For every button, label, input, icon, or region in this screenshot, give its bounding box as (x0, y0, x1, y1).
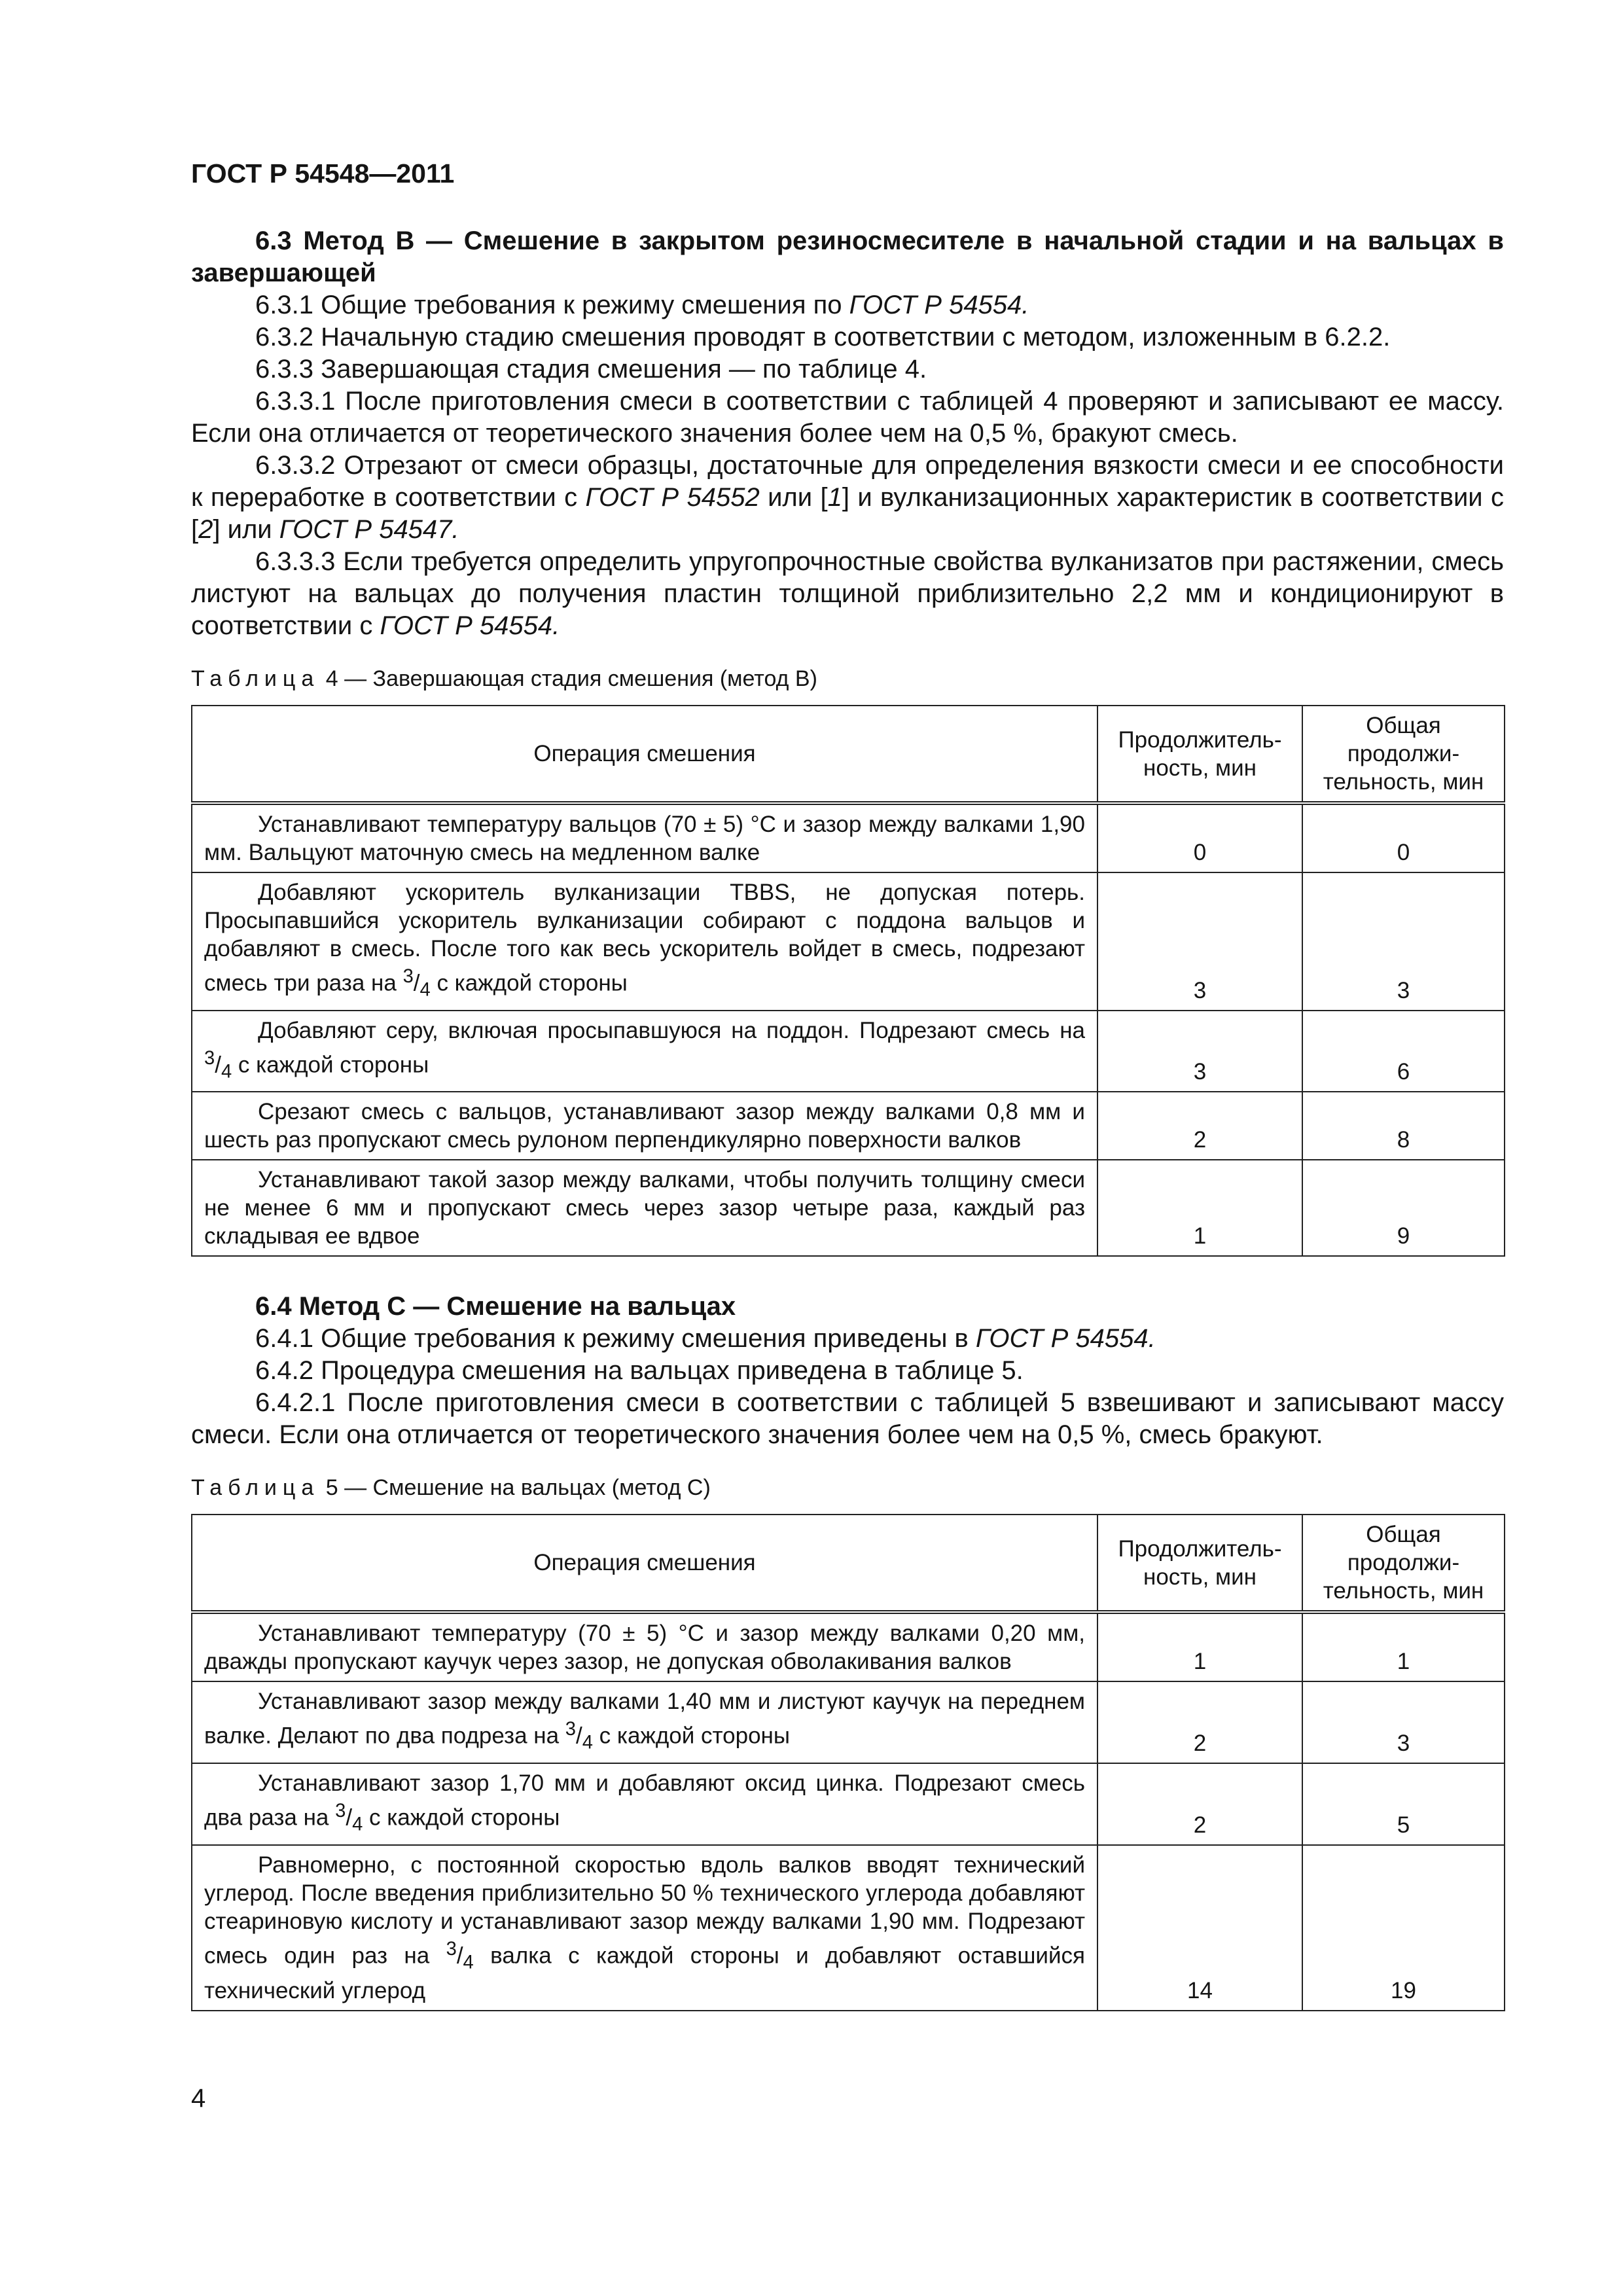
table-row (192, 872, 1505, 1011)
duration-cell: 3 (1097, 1011, 1302, 1092)
total-cell: 19 (1302, 1845, 1505, 2011)
table-row (192, 1763, 1505, 1845)
table-row (192, 1160, 1505, 1256)
duration-cell: 3 (1097, 872, 1302, 1011)
paragraph-6-3-3-3: 6.3.3.3 Если требуется определить упругопрочностные свойства вулканизатов при растяжении, смесь листуют на вальцах до получения пластин толщиной приблизительно 2,2 мм и кондиционируют в соответствии с ГОСТ Р 54554. (191, 547, 1504, 640)
duration-cell: 2 (1097, 1763, 1302, 1845)
table-row (192, 1092, 1505, 1160)
table-row (192, 1845, 1505, 2011)
total-cell: 6 (1302, 1011, 1505, 1092)
bibliography-ref: 2 (198, 515, 213, 544)
duration-cell: 0 (1097, 803, 1302, 872)
header-total-duration: Общая продолжи-тельность, мин (1302, 1515, 1505, 1612)
total-cell: 1 (1302, 1612, 1505, 1681)
duration-cell: 2 (1097, 1681, 1302, 1763)
paragraph-6-3-1: 6.3.1 Общие требования к режиму смешения по ГОСТ Р 54554. (255, 291, 1029, 319)
total-cell: 5 (1302, 1763, 1505, 1845)
paragraph-6-4-2-1: 6.4.2.1 После приготовления смеси в соответствии с таблицей 5 взвешивают и записывают массу смеси. Если она отличается от теоретического значения более чем на 0,5 %, смесь бракуют. (191, 1388, 1504, 1450)
document-code: ГОСТ Р 54548—2011 (191, 158, 455, 188)
standard-ref: ГОСТ Р 54552 (585, 483, 760, 512)
standard-ref: ГОСТ Р 54547. (279, 515, 459, 544)
header-duration: Продолжитель-ность, мин (1097, 1515, 1302, 1612)
table-row (192, 1011, 1505, 1092)
paragraph-6-4-2: 6.4.2 Процедура смешения на вальцах приведена в таблице 5. (255, 1356, 1024, 1386)
operation-cell: Добавляют серу, включая просыпавшуюся на поддон. Подрезают смесь на $^3/_4$ с каждой стороны (192, 1011, 1097, 1092)
total-cell: 8 (1302, 1092, 1505, 1160)
header-operation: Операция смешения (192, 706, 1097, 803)
header-operation: Операция смешения (192, 1515, 1097, 1612)
table-5-caption: Таблица 5 — Смешение на вальцах (метод С) (191, 1475, 711, 1501)
table-5 (191, 1514, 1505, 2011)
total-cell: 9 (1302, 1160, 1505, 1256)
standard-ref: ГОСТ Р 54554. (849, 291, 1029, 319)
duration-cell: 1 (1097, 1612, 1302, 1681)
operation-cell: Устанавливают температуру (70 ± 5) °С и зазор между валками 0,20 мм, дважды пропускают каучук через зазор, не допуская обволакивания валков (192, 1612, 1097, 1681)
paragraph-6-3-2: 6.3.2 Начальную стадию смешения проводят в соответствии с методом, изложенным в 6.2.2. (255, 323, 1391, 351)
operation-cell: Устанавливают такой зазор между валками, чтобы получить толщину смеси не менее 6 мм и пропускают смесь через зазор четыре раза, каждый раз складывая ее вдвое (192, 1160, 1097, 1256)
total-cell: 3 (1302, 1681, 1505, 1763)
page-number: 4 (191, 2084, 206, 2113)
duration-cell: 2 (1097, 1092, 1302, 1160)
total-cell: 3 (1302, 872, 1505, 1011)
operation-cell: Устанавливают зазор между валками 1,40 мм и листуют каучук на переднем валке. Делают по два подреза на $^3/_4$ с каждой стороны (192, 1681, 1097, 1763)
operation-cell: Добавляют ускоритель вулканизации TBBS, не допуская потерь. Просыпавшийся ускоритель вулканизации собирают с поддона вальцов и добавляют в смесь. После того как весь ускоритель войдет в смесь, подрезают смесь три раза на $^3/_4$ с каждой стороны (192, 872, 1097, 1011)
paragraph-6-3-3: 6.3.3 Завершающая стадия смешения — по таблице 4. (255, 355, 927, 384)
table-header-row (192, 1515, 1505, 1612)
table-row (192, 1681, 1505, 1763)
table-4-caption: Таблица 4 — Завершающая стадия смешения (метод В) (191, 666, 817, 691)
duration-cell: 14 (1097, 1845, 1302, 2011)
standard-ref: ГОСТ Р 54554. (975, 1324, 1156, 1354)
document-page (191, 157, 1504, 2011)
header-duration: Продолжитель-ность, мин (1097, 706, 1302, 803)
duration-cell: 1 (1097, 1160, 1302, 1256)
operation-cell: Устанавливают температуру вальцов (70 ± 5) °С и зазор между валками 1,90 мм. Вальцуют маточную смесь на медленном валке (192, 803, 1097, 872)
operation-cell: Равномерно, с постоянной скоростью вдоль валков вводят технический углерод. После введения приблизительно 50 % технического углерода добавляют стеариновую кислоту и устанавливают зазор между валками 1,90 мм. Подрезают смесь один раз на $^3/_4$ валка с каждой стороны и добавляют оставшийся технический углерод (192, 1845, 1097, 2011)
table-row (192, 803, 1505, 872)
header-total-duration: Общая продолжи-тельность, мин (1302, 706, 1505, 803)
section-6-4-title: 6.4 Метод С — Смешение на вальцах (255, 1292, 736, 1321)
operation-cell: Устанавливают зазор 1,70 мм и добавляют оксид цинка. Подрезают смесь два раза на $^3/_4$ с каждой стороны (192, 1763, 1097, 1845)
paragraph-6-3-3-2: 6.3.3.2 Отрезают от смеси образцы, достаточные для определения вязкости смеси и ее способности к переработке в соответствии с ГОСТ Р 54552 или [1] и вулканизационных характеристик в соответствии с [2] или ГОСТ Р 54547. (191, 451, 1505, 544)
table-header-row (192, 706, 1505, 803)
total-cell: 0 (1302, 803, 1505, 872)
paragraph-6-3-3-1: 6.3.3.1 После приготовления смеси в соответствии с таблицей 4 проверяют и записывают ее массу. Если она отличается от теоретического значения более чем на 0,5 %, бракуют смесь. (191, 387, 1504, 448)
bibliography-ref: 1 (827, 483, 842, 512)
section-6-3-title: 6.3 Метод В — Смешение в закрытом резиносмесителе в начальной стадии и на вальцах в завершающей (191, 226, 1504, 287)
standard-ref: ГОСТ Р 54554. (380, 611, 560, 640)
table-row (192, 1612, 1505, 1681)
paragraph-6-4-1: 6.4.1 Общие требования к режиму смешения приведены в ГОСТ Р 54554. (255, 1324, 1156, 1354)
operation-cell: Срезают смесь с вальцов, устанавливают зазор между валками 0,8 мм и шесть раз пропускают смесь рулоном перпендикулярно поверхности валков (192, 1092, 1097, 1160)
table-4 (191, 705, 1505, 1257)
